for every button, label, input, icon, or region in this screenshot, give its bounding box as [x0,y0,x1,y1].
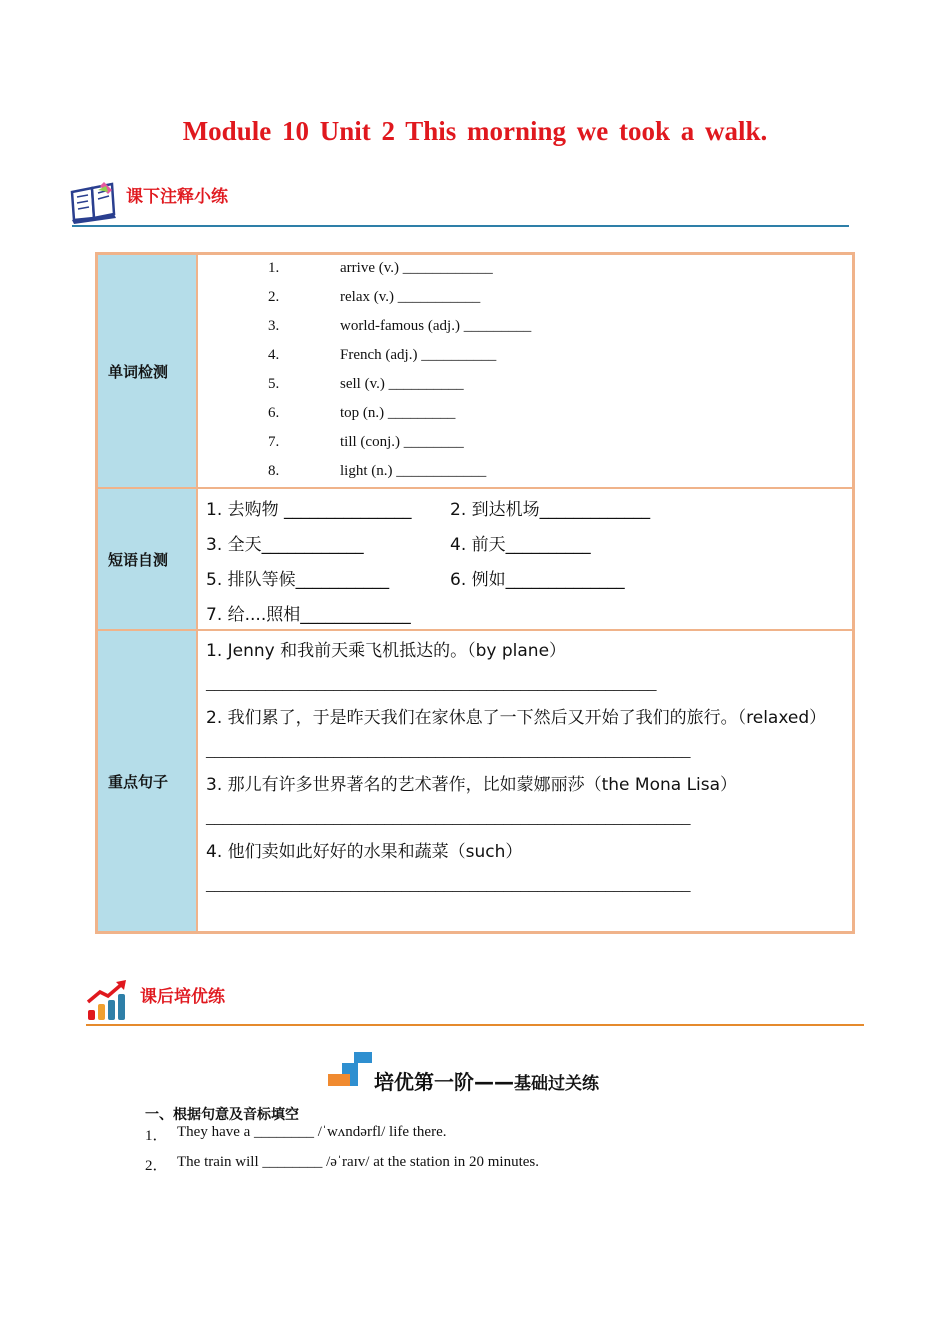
sentence-prompt: 3. 那儿有许多世界著名的艺术著作，比如蒙娜丽莎（the Mona Lisa） [206,775,738,795]
exercise-text: They have a ________ /ˈwʌndərfl/ life there. [177,1124,447,1140]
item-number: 2． [145,1158,168,1174]
vocab-list [198,255,852,487]
list-item: 7. 给....照相_____________ [206,605,411,625]
list-item: 4. French (adj.) __________ [268,347,497,363]
item-number: 1． [145,1128,168,1144]
exercise-table [95,252,855,934]
answer-line: _________________________________________________________ [206,875,691,894]
section-heading-notes: 课下注释小练 [126,187,228,207]
phrase-row [97,488,853,630]
list-item [145,1154,168,1175]
rising-chart-icon [86,978,130,1022]
stairs-icon [328,1052,372,1086]
sentence-label: 重点句子 [97,630,197,932]
answer-line: _________________________________________________________ [206,808,691,827]
list-item: 2. relax (v.) ___________ [268,289,481,305]
phrase-label: 短语自测 [97,488,197,630]
list-item [145,1124,168,1145]
vocab-label: 单词检测 [97,254,197,488]
section-divider [86,1024,864,1026]
list-item: 6. top (n.) _________ [268,405,456,421]
phrase-list [198,489,852,629]
sentence-row [97,630,853,932]
answer-line: _________________________________________________________ [206,741,691,760]
list-item: 3. world-famous (adj.) _________ [268,318,532,334]
sentence-list [198,631,852,899]
list-item: 4. 前天__________ [450,535,591,555]
section-heading-practice: 课后培优练 [140,987,225,1007]
open-book-icon [68,180,120,224]
list-item: 6. 例如______________ [450,570,625,590]
sentence-prompt: 1. Jenny 和我前天乘飞机抵达的。（by plane） [206,641,567,661]
list-item: 2. 到达机场_____________ [450,500,651,520]
list-item: 5. 排队等候___________ [206,570,390,590]
list-item: 7. till (conj.) ________ [268,434,464,450]
list-item: 5. sell (v.) __________ [268,376,464,392]
list-item: 3. 全天____________ [206,535,364,555]
sentence-prompt: 4. 他们卖如此好好的水果和蔬菜（such） [206,842,523,862]
sentence-prompt: 2. 我们累了，于是昨天我们在家休息了一下然后又开始了我们的旅行。（relaxed） [206,708,827,728]
exercise-text: The train will ________ /əˈraɪv/ at the station in 20 minutes. [177,1154,540,1170]
stage-heading: 培优第一阶——基础过关练 [374,1070,599,1094]
list-item: 8. light (n.) ____________ [268,463,487,479]
vocab-row [97,254,853,488]
list-item: 1. arrive (v.) ____________ [268,260,493,276]
section-divider [72,225,849,227]
answer-line: _____________________________________________________ [206,674,657,693]
list-item: 1. 去购物 _______________ [206,500,412,520]
exercise-heading: 一、根据句意及音标填空 [145,1107,299,1123]
page-title: Module 10 Unit 2 This morning we took a walk. [182,116,768,146]
